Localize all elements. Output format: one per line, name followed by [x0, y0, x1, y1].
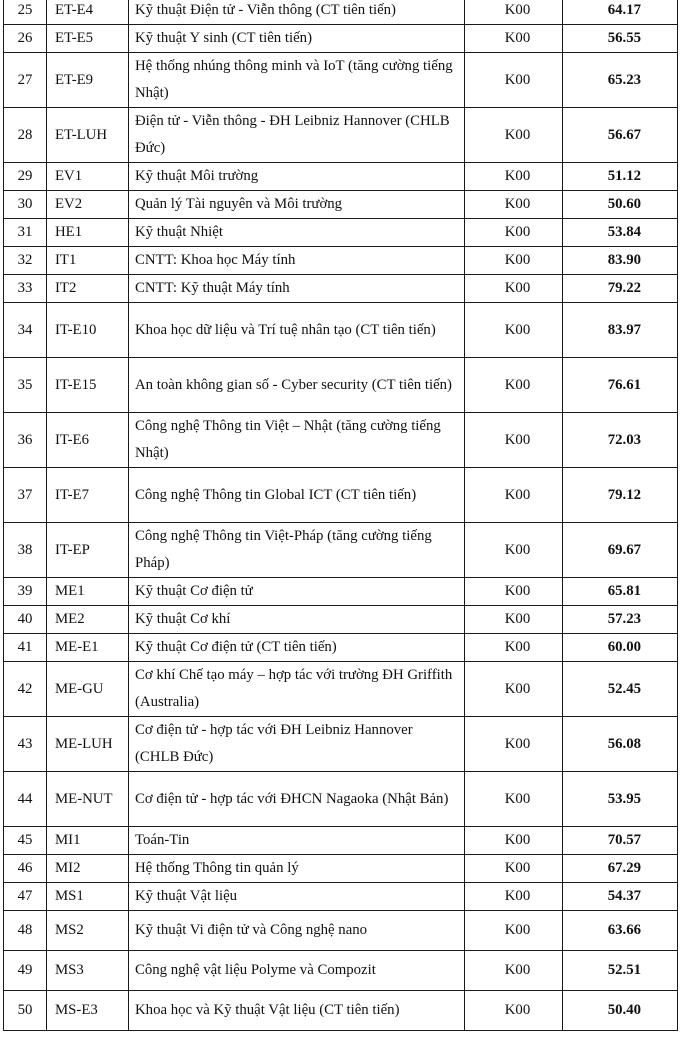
- exam-group: K00: [465, 717, 563, 772]
- exam-group: K00: [465, 883, 563, 911]
- program-name: Khoa học dữ liệu và Trí tuệ nhân tạo (CT tiên tiến): [129, 303, 465, 358]
- table-row: [4, 53, 678, 108]
- program-name: Kỹ thuật Vật liệu: [129, 883, 465, 911]
- cutoff-score: 52.51: [563, 951, 678, 991]
- exam-group: K00: [465, 606, 563, 634]
- cutoff-score: 83.97: [563, 303, 678, 358]
- program-code: IT-E15: [47, 358, 129, 413]
- cutoff-score: 79.12: [563, 468, 678, 523]
- program-name: Kỹ thuật Cơ khí: [129, 606, 465, 634]
- program-name: Cơ điện tử - hợp tác với ĐH Leibniz Hannover (CHLB Đức): [129, 717, 465, 772]
- row-number: 43: [4, 717, 47, 772]
- program-name: Khoa học và Kỹ thuật Vật liệu (CT tiên tiến): [129, 991, 465, 1031]
- row-number: 36: [4, 413, 47, 468]
- table-row: [4, 951, 678, 991]
- program-code: ET-E4: [47, 0, 129, 25]
- exam-group: K00: [465, 468, 563, 523]
- row-number: 46: [4, 855, 47, 883]
- exam-group: K00: [465, 247, 563, 275]
- cutoff-score: 57.23: [563, 606, 678, 634]
- program-name: Quản lý Tài nguyên và Môi trường: [129, 191, 465, 219]
- admission-score-table: [3, 0, 678, 1031]
- table-row: [4, 855, 678, 883]
- program-code: ME-GU: [47, 662, 129, 717]
- table-row: [4, 108, 678, 163]
- program-name: Kỹ thuật Y sinh (CT tiên tiến): [129, 25, 465, 53]
- cutoff-score: 76.61: [563, 358, 678, 413]
- program-name: Kỹ thuật Nhiệt: [129, 219, 465, 247]
- table-row: [4, 523, 678, 578]
- table-body: [4, 0, 678, 1031]
- cutoff-score: 56.55: [563, 25, 678, 53]
- program-code: HE1: [47, 219, 129, 247]
- exam-group: K00: [465, 275, 563, 303]
- program-name: Toán-Tin: [129, 827, 465, 855]
- program-code: MS2: [47, 911, 129, 951]
- table-row: [4, 717, 678, 772]
- exam-group: K00: [465, 358, 563, 413]
- exam-group: K00: [465, 0, 563, 25]
- table-row: [4, 275, 678, 303]
- row-number: 34: [4, 303, 47, 358]
- program-name: Hệ thống Thông tin quản lý: [129, 855, 465, 883]
- program-name: CNTT: Khoa học Máy tính: [129, 247, 465, 275]
- exam-group: K00: [465, 772, 563, 827]
- cutoff-score: 72.03: [563, 413, 678, 468]
- exam-group: K00: [465, 951, 563, 991]
- program-name: Kỹ thuật Điện tử - Viễn thông (CT tiên tiến): [129, 0, 465, 25]
- cutoff-score: 60.00: [563, 634, 678, 662]
- table-row: [4, 163, 678, 191]
- program-code: MS-E3: [47, 991, 129, 1031]
- cutoff-score: 54.37: [563, 883, 678, 911]
- table-row: [4, 827, 678, 855]
- cutoff-score: 56.08: [563, 717, 678, 772]
- row-number: 28: [4, 108, 47, 163]
- exam-group: K00: [465, 827, 563, 855]
- program-code: ME-LUH: [47, 717, 129, 772]
- table-row: [4, 358, 678, 413]
- row-number: 27: [4, 53, 47, 108]
- program-name: Kỹ thuật Cơ điện tử (CT tiên tiến): [129, 634, 465, 662]
- program-code: MI2: [47, 855, 129, 883]
- program-name: Công nghệ Thông tin Việt – Nhật (tăng cường tiếng Nhật): [129, 413, 465, 468]
- cutoff-score: 65.23: [563, 53, 678, 108]
- row-number: 37: [4, 468, 47, 523]
- program-code: EV2: [47, 191, 129, 219]
- row-number: 40: [4, 606, 47, 634]
- table-row: [4, 219, 678, 247]
- program-code: IT-EP: [47, 523, 129, 578]
- row-number: 47: [4, 883, 47, 911]
- program-name: Kỹ thuật Môi trường: [129, 163, 465, 191]
- program-name: Công nghệ Thông tin Việt-Pháp (tăng cường tiếng Pháp): [129, 523, 465, 578]
- cutoff-score: 50.40: [563, 991, 678, 1031]
- program-name: Cơ khí Chế tạo máy – hợp tác với trường ĐH Griffith (Australia): [129, 662, 465, 717]
- table-row: [4, 772, 678, 827]
- table-row: [4, 303, 678, 358]
- program-name: Hệ thống nhúng thông minh và IoT (tăng cường tiếng Nhật): [129, 53, 465, 108]
- row-number: 29: [4, 163, 47, 191]
- row-number: 35: [4, 358, 47, 413]
- cutoff-score: 83.90: [563, 247, 678, 275]
- cutoff-score: 70.57: [563, 827, 678, 855]
- cutoff-score: 53.84: [563, 219, 678, 247]
- cutoff-score: 64.17: [563, 0, 678, 25]
- program-code: IT-E10: [47, 303, 129, 358]
- row-number: 33: [4, 275, 47, 303]
- cutoff-score: 53.95: [563, 772, 678, 827]
- program-name: An toàn không gian số - Cyber security (CT tiên tiến): [129, 358, 465, 413]
- exam-group: K00: [465, 53, 563, 108]
- program-name: Kỹ thuật Cơ điện tử: [129, 578, 465, 606]
- row-number: 25: [4, 0, 47, 25]
- row-number: 31: [4, 219, 47, 247]
- program-code: MS3: [47, 951, 129, 991]
- row-number: 50: [4, 991, 47, 1031]
- cutoff-score: 50.60: [563, 191, 678, 219]
- table-row: [4, 25, 678, 53]
- table-row: [4, 247, 678, 275]
- table-row: [4, 606, 678, 634]
- exam-group: K00: [465, 25, 563, 53]
- table-row: [4, 634, 678, 662]
- exam-group: K00: [465, 855, 563, 883]
- program-code: IT-E7: [47, 468, 129, 523]
- program-code: EV1: [47, 163, 129, 191]
- row-number: 45: [4, 827, 47, 855]
- cutoff-score: 63.66: [563, 911, 678, 951]
- program-name: CNTT: Kỹ thuật Máy tính: [129, 275, 465, 303]
- table-row: [4, 413, 678, 468]
- program-code: IT2: [47, 275, 129, 303]
- row-number: 30: [4, 191, 47, 219]
- row-number: 32: [4, 247, 47, 275]
- program-code: ME1: [47, 578, 129, 606]
- exam-group: K00: [465, 413, 563, 468]
- cutoff-score: 69.67: [563, 523, 678, 578]
- table-row: [4, 662, 678, 717]
- exam-group: K00: [465, 634, 563, 662]
- program-code: ME-E1: [47, 634, 129, 662]
- program-code: ME2: [47, 606, 129, 634]
- exam-group: K00: [465, 578, 563, 606]
- cutoff-score: 52.45: [563, 662, 678, 717]
- exam-group: K00: [465, 911, 563, 951]
- program-name: Công nghệ Thông tin Global ICT (CT tiên tiến): [129, 468, 465, 523]
- row-number: 38: [4, 523, 47, 578]
- program-code: ET-E9: [47, 53, 129, 108]
- exam-group: K00: [465, 523, 563, 578]
- cutoff-score: 56.67: [563, 108, 678, 163]
- row-number: 42: [4, 662, 47, 717]
- exam-group: K00: [465, 191, 563, 219]
- program-code: IT1: [47, 247, 129, 275]
- cutoff-score: 67.29: [563, 855, 678, 883]
- row-number: 44: [4, 772, 47, 827]
- program-code: ME-NUT: [47, 772, 129, 827]
- exam-group: K00: [465, 108, 563, 163]
- program-code: MS1: [47, 883, 129, 911]
- exam-group: K00: [465, 163, 563, 191]
- table-row: [4, 578, 678, 606]
- row-number: 26: [4, 25, 47, 53]
- exam-group: K00: [465, 219, 563, 247]
- program-code: MI1: [47, 827, 129, 855]
- row-number: 48: [4, 911, 47, 951]
- row-number: 41: [4, 634, 47, 662]
- program-code: IT-E6: [47, 413, 129, 468]
- cutoff-score: 79.22: [563, 275, 678, 303]
- table-row: [4, 911, 678, 951]
- cutoff-score: 51.12: [563, 163, 678, 191]
- table-row: [4, 191, 678, 219]
- cutoff-score: 65.81: [563, 578, 678, 606]
- exam-group: K00: [465, 662, 563, 717]
- table-row: [4, 468, 678, 523]
- table-row: [4, 883, 678, 911]
- row-number: 39: [4, 578, 47, 606]
- exam-group: K00: [465, 303, 563, 358]
- row-number: 49: [4, 951, 47, 991]
- program-code: ET-LUH: [47, 108, 129, 163]
- program-code: ET-E5: [47, 25, 129, 53]
- program-name: Điện tử - Viễn thông - ĐH Leibniz Hannover (CHLB Đức): [129, 108, 465, 163]
- program-name: Cơ điện tử - hợp tác với ĐHCN Nagaoka (Nhật Bản): [129, 772, 465, 827]
- program-name: Kỹ thuật Vi điện tử và Công nghệ nano: [129, 911, 465, 951]
- table-row: [4, 0, 678, 25]
- program-name: Công nghệ vật liệu Polyme và Compozit: [129, 951, 465, 991]
- table-row: [4, 991, 678, 1031]
- exam-group: K00: [465, 991, 563, 1031]
